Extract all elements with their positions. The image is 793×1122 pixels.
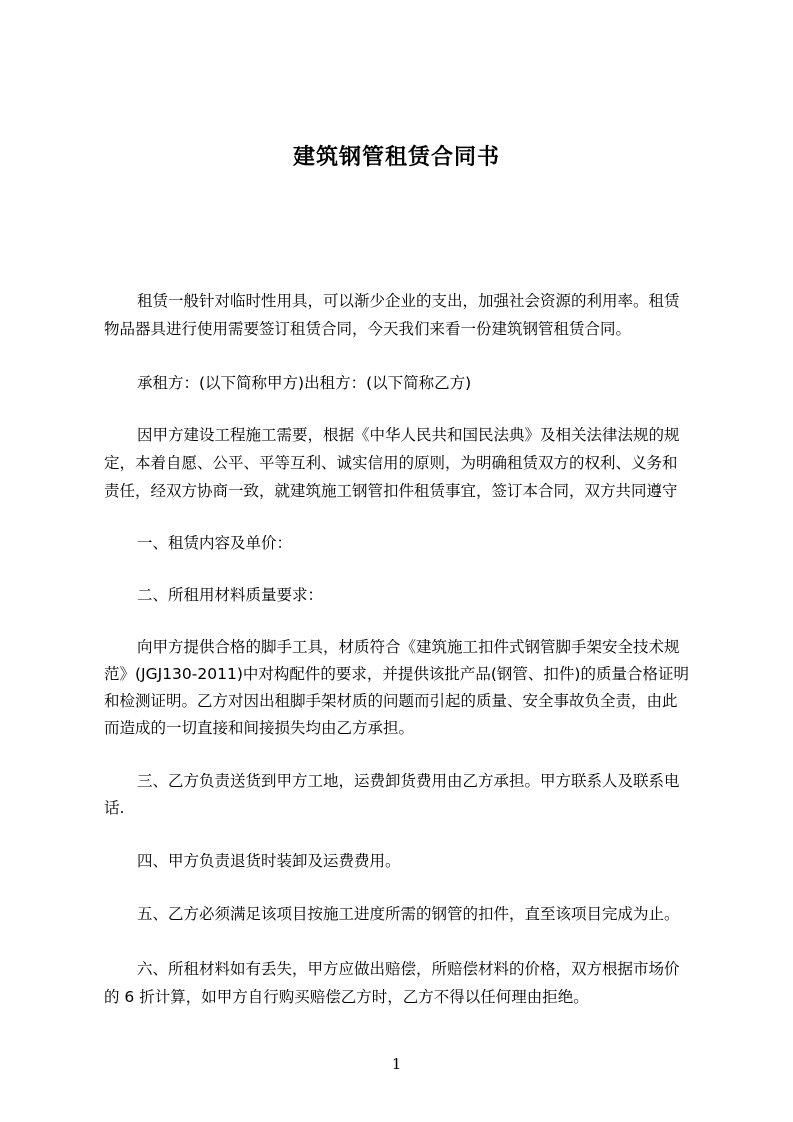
section-2-line-4: 而造成的一切直接和间接损失均由乙方承担。	[104, 719, 415, 737]
intro-line-2: 物品器具进行使用需要签订租赁合同，今天我们来看一份建筑钢管租赁合同。	[104, 320, 632, 338]
page-number: 1	[391, 1055, 402, 1073]
section-2-line-1: 向甲方提供合格的脚手工具，材质符合《建筑施工扣件式钢管脚手架安全技术规	[137, 638, 680, 656]
section-2-heading: 二、所租用材料质量要求：	[137, 586, 324, 604]
section-6-line-1: 六、所租材料如有丢失，甲方应做出赔偿，所赔偿材料的价格，双方根据市场价	[137, 960, 680, 978]
section-5-line: 五、乙方必须满足该项目按施工进度所需的钢管的扣件，直至该项目完成为止。	[137, 905, 680, 923]
section-3-line-2: 话.	[104, 799, 125, 817]
section-1-heading: 一、租赁内容及单价：	[137, 534, 293, 552]
document-title: 建筑钢管租赁合同书	[292, 145, 500, 170]
section-2-line-3: 和检测证明。乙方对因出租脚手架材质的问题而引起的质量、安全事故负全责，由此	[104, 692, 678, 710]
preamble-line-3: 责任，经双方协商一致，就建筑施工钢管扣件租赁事宜，签订本合同，双方共同遵守	[104, 482, 678, 500]
section-2-line-2: 范》(JGJ130-2011)中对构配件的要求，并提供该批产品(钢管、扣件)的质量合格证明	[104, 665, 689, 683]
section-4-line: 四、甲方负责退货时装卸及运费费用。	[137, 852, 401, 870]
intro-line-1: 租赁一般针对临时性用具，可以渐少企业的支出，加强社会资源的利用率。租赁	[137, 292, 680, 310]
section-3-line-1: 三、乙方负责送货到甲方工地，运费卸货费用由乙方承担。甲方联系人及联系电	[137, 772, 680, 790]
parties-line: 承租方：(以下简称甲方)出租方：(以下简称乙方)	[137, 374, 472, 392]
preamble-line-2: 定，本着自愿、公平、平等互利、诚实信用的原则，为明确租赁双方的权利、义务和	[104, 454, 678, 472]
preamble-line-1: 因甲方建设工程施工需要，根据《中华人民共和国民法典》及相关法律法规的规	[137, 426, 680, 444]
section-6-line-2: 的 6 折计算，如甲方自行购买赔偿乙方时，乙方不得以任何理由拒绝。	[104, 988, 589, 1006]
